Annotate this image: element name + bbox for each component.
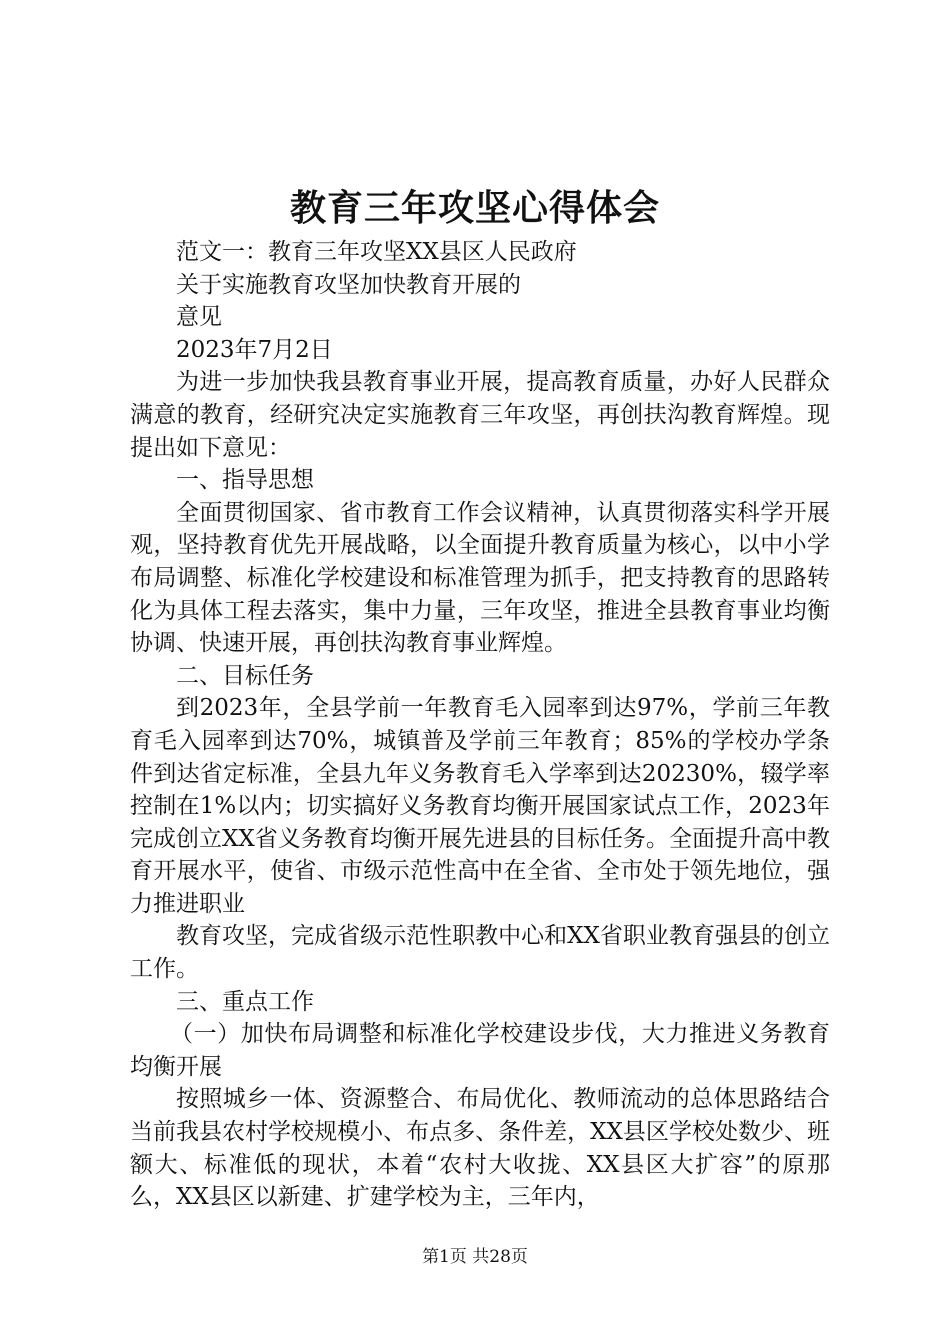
section-heading: 三、重点工作 (176, 988, 314, 1015)
document-body (130, 236, 830, 1214)
paragraph: 范文一：教育三年攻坚XX县区人民政府 (176, 239, 577, 265)
document-title: 教育三年攻坚心得体会 (289, 187, 660, 229)
page-footer: 第1页 共28页 (422, 1247, 528, 1267)
paragraph: 全面贯彻国家、省市教育工作会议精神，认真贯彻落实科学开展观，坚持教育优先开展战略，以全面提升教育质量为核心，以中小学布局调整、标准化学校建设和标准管理为抓手，把支持教育的思路转化为具体工程去落实，集中力量，三年攻坚，推进全县教育事业均衡协调、快速开展，再创扶沟教育事业辉煌。 (130, 499, 830, 657)
paragraph: 为进一步加快我县教育事业开展，提高教育质量，办好人民群众满意的教育，经研究决定实施教育三年攻坚，再创扶沟教育辉煌。现提出如下意见： (130, 369, 830, 461)
paragraph: 教育攻坚，完成省级示范性职教中心和XX省职业教育强县的创立工作。 (130, 923, 830, 983)
paragraph: （一）加快布局调整和标准化学校建设步伐，大力推进义务教育均衡开展 (130, 1021, 830, 1080)
section-heading: 一、指导思想 (176, 467, 314, 494)
paragraph: 意见 (176, 304, 222, 331)
section-heading: 二、目标任务 (176, 662, 314, 689)
paragraph: 关于实施教育攻坚加快教育开展的 (176, 271, 521, 298)
paragraph: 按照城乡一体、资源整合、布局优化、教师流动的总体思路结合当前我县农村学校规模小、布点多、条件差，XX县区学校处数少、班额大、标准低的现状，本着“农村大收拢、XX县区大扩容”的原那么，XX县区以新建、扩建学校为主，三年内， (130, 1086, 830, 1211)
paragraph: 到2023年，全县学前一年教育毛入园率到达97%，学前三年教育毛入园率到达70%，城镇普及学前三年教育；85%的学校办学条件到达省定标准，全县九年义务教育毛入学率到达20230%，辍学率控制在1%以内；切实搞好义务教育均衡开展国家试点工作，2023年完成创立XX省义务教育均衡开展先进县的目标任务。全面提升高中教育开展水平，使省、市级示范性高中在全省、全市处于领先地位，强力推进职业 (130, 695, 830, 917)
paragraph: 2023年7月2日 (176, 336, 333, 363)
